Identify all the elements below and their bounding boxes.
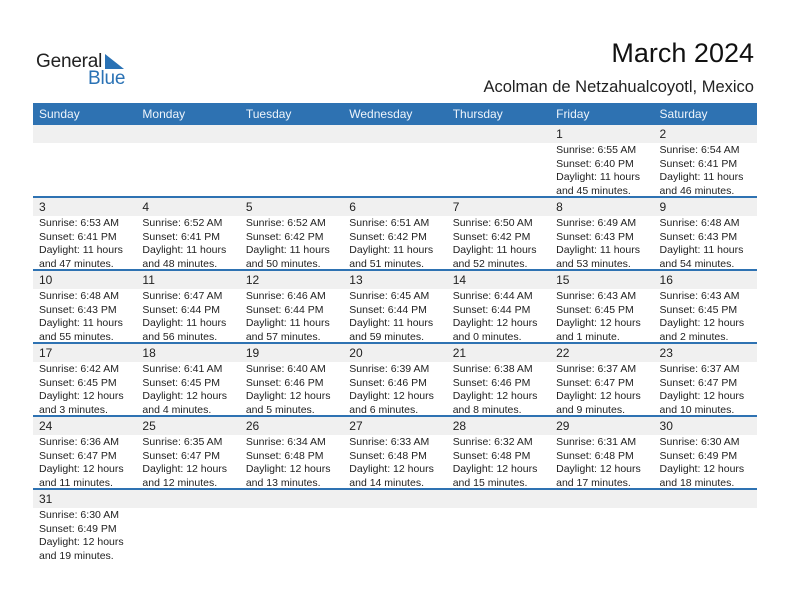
week-row — [33, 125, 757, 198]
daylight-minutes-text: and 52 minutes. — [452, 257, 528, 270]
sunset-text: Sunset: 6:47 PM — [142, 449, 221, 462]
day-info — [447, 362, 550, 417]
daylight-hours-text: Daylight: 11 hours — [659, 244, 744, 256]
sunset-text: Sunset: 6:48 PM — [556, 449, 634, 462]
day-info — [654, 216, 757, 271]
daylight-hours-text: Daylight: 12 hours — [245, 390, 331, 402]
daylight-minutes-text: and 17 minutes. — [556, 476, 631, 489]
daylight-minutes-text: and 56 minutes. — [142, 330, 218, 343]
sunset-text: Sunset: 6:46 PM — [452, 376, 531, 389]
sunset-text: Sunset: 6:45 PM — [142, 376, 221, 389]
location-subtitle: Acolman de Netzahualcoyotl, Mexico — [483, 78, 754, 96]
sunrise-text: Sunrise: 6:34 AM — [245, 436, 326, 448]
sunrise-text: Sunrise: 6:40 AM — [245, 363, 326, 375]
sunset-text: Sunset: 6:45 PM — [39, 376, 117, 389]
day-cell — [654, 198, 757, 269]
day-cell — [343, 417, 446, 488]
day-number: 12 — [240, 271, 343, 289]
daylight-hours-text: Daylight: 11 hours — [556, 171, 640, 183]
day-cell — [136, 198, 239, 269]
empty-day-cell — [343, 490, 446, 563]
sunrise-text: Sunrise: 6:45 AM — [349, 290, 430, 302]
sunset-text: Sunset: 6:47 PM — [39, 449, 117, 462]
sunset-text: Sunset: 6:45 PM — [556, 303, 634, 316]
sunrise-text: Sunrise: 6:55 AM — [556, 144, 637, 156]
daylight-minutes-text: and 0 minutes. — [452, 330, 522, 343]
sunset-text: Sunset: 6:43 PM — [556, 230, 634, 243]
day-cell — [550, 417, 653, 488]
daylight-minutes-text: and 53 minutes. — [556, 257, 631, 270]
day-cell — [654, 344, 757, 415]
day-info — [447, 216, 550, 271]
day-number — [240, 125, 343, 143]
day-cell — [343, 271, 446, 342]
sunrise-text: Sunrise: 6:41 AM — [142, 363, 223, 375]
day-info — [550, 362, 653, 417]
daylight-hours-text: Daylight: 11 hours — [142, 317, 227, 329]
weekday-thursday: Thursday — [452, 107, 503, 121]
sunrise-text: Sunrise: 6:37 AM — [659, 363, 740, 375]
daylight-hours-text: Daylight: 12 hours — [556, 463, 641, 475]
sunrise-text: Sunrise: 6:39 AM — [349, 363, 430, 375]
sunrise-text: Sunrise: 6:36 AM — [39, 436, 119, 448]
daylight-hours-text: Daylight: 11 hours — [556, 244, 640, 256]
sunrise-text: Sunrise: 6:33 AM — [349, 436, 430, 448]
daylight-hours-text: Daylight: 11 hours — [245, 244, 330, 256]
sunrise-text: Sunrise: 6:52 AM — [142, 217, 223, 229]
sunset-text: Sunset: 6:45 PM — [659, 303, 738, 316]
day-number — [550, 490, 653, 508]
daylight-hours-text: Daylight: 11 hours — [349, 244, 434, 256]
daylight-minutes-text: and 11 minutes. — [39, 476, 113, 489]
day-info — [550, 216, 653, 271]
daylight-minutes-text: and 55 minutes. — [39, 330, 114, 343]
daylight-minutes-text: and 13 minutes. — [245, 476, 321, 489]
day-number: 21 — [447, 344, 550, 362]
sunrise-text: Sunrise: 6:50 AM — [452, 217, 533, 229]
sunset-text: Sunset: 6:43 PM — [39, 303, 117, 316]
day-info — [240, 216, 343, 271]
daylight-hours-text: Daylight: 12 hours — [556, 390, 641, 402]
empty-day-cell — [447, 125, 550, 196]
day-cell — [33, 271, 136, 342]
day-cell — [240, 417, 343, 488]
day-cell — [136, 417, 239, 488]
day-info — [550, 435, 653, 490]
day-number — [343, 490, 446, 508]
daylight-hours-text: Daylight: 12 hours — [556, 317, 641, 329]
weekday-monday: Monday — [142, 107, 186, 121]
day-number: 27 — [343, 417, 446, 435]
day-info — [447, 435, 550, 490]
sunset-text: Sunset: 6:47 PM — [556, 376, 634, 389]
daylight-hours-text: Daylight: 11 hours — [659, 171, 744, 183]
day-info — [654, 289, 757, 344]
sunset-text: Sunset: 6:48 PM — [349, 449, 427, 462]
day-info — [33, 362, 136, 417]
day-cell — [447, 198, 550, 269]
sunrise-text: Sunrise: 6:43 AM — [556, 290, 637, 302]
day-number: 24 — [33, 417, 136, 435]
daylight-hours-text: Daylight: 11 hours — [39, 317, 123, 329]
day-info — [240, 362, 343, 417]
daylight-hours-text: Daylight: 11 hours — [142, 244, 227, 256]
sunset-text: Sunset: 6:41 PM — [659, 157, 738, 170]
daylight-minutes-text: and 18 minutes. — [659, 476, 735, 489]
day-cell — [343, 198, 446, 269]
day-number: 7 — [447, 198, 550, 216]
daylight-minutes-text: and 8 minutes. — [452, 403, 522, 416]
day-cell — [447, 344, 550, 415]
day-number: 29 — [550, 417, 653, 435]
sunset-text: Sunset: 6:46 PM — [349, 376, 427, 389]
week-row — [33, 417, 757, 490]
day-number: 28 — [447, 417, 550, 435]
day-number: 15 — [550, 271, 653, 289]
daylight-minutes-text: and 6 minutes. — [349, 403, 419, 416]
day-cell — [447, 271, 550, 342]
empty-day-cell — [136, 490, 239, 563]
day-info — [343, 289, 446, 344]
sunrise-text: Sunrise: 6:54 AM — [659, 144, 740, 156]
day-number: 1 — [550, 125, 653, 143]
weekday-wednesday: Wednesday — [349, 107, 413, 121]
day-cell — [343, 344, 446, 415]
day-info — [136, 289, 239, 344]
sunset-text: Sunset: 6:42 PM — [245, 230, 324, 243]
sunset-text: Sunset: 6:42 PM — [452, 230, 531, 243]
day-number: 19 — [240, 344, 343, 362]
week-row — [33, 344, 757, 417]
day-cell — [654, 125, 757, 196]
day-info — [550, 143, 653, 198]
day-cell — [550, 198, 653, 269]
daylight-hours-text: Daylight: 12 hours — [659, 390, 745, 402]
daylight-hours-text: Daylight: 12 hours — [39, 390, 124, 402]
empty-day-cell — [654, 490, 757, 563]
empty-day-cell — [240, 490, 343, 563]
sunset-text: Sunset: 6:44 PM — [349, 303, 427, 316]
day-info — [343, 216, 446, 271]
day-number: 25 — [136, 417, 239, 435]
day-number — [136, 490, 239, 508]
day-number — [136, 125, 239, 143]
empty-day-cell — [343, 125, 446, 196]
sunrise-text: Sunrise: 6:38 AM — [452, 363, 533, 375]
daylight-hours-text: Daylight: 12 hours — [659, 317, 745, 329]
daylight-minutes-text: and 4 minutes. — [142, 403, 212, 416]
sunrise-text: Sunrise: 6:47 AM — [142, 290, 223, 302]
day-info — [33, 289, 136, 344]
day-cell — [136, 271, 239, 342]
empty-day-cell — [240, 125, 343, 196]
day-number: 16 — [654, 271, 757, 289]
daylight-hours-text: Daylight: 11 hours — [39, 244, 123, 256]
sunrise-text: Sunrise: 6:51 AM — [349, 217, 430, 229]
day-number — [447, 125, 550, 143]
day-cell — [447, 417, 550, 488]
day-number: 14 — [447, 271, 550, 289]
day-info — [136, 435, 239, 490]
daylight-minutes-text: and 54 minutes. — [659, 257, 735, 270]
sunrise-text: Sunrise: 6:30 AM — [659, 436, 740, 448]
logo-text-general: General — [36, 51, 103, 72]
sunrise-text: Sunrise: 6:52 AM — [245, 217, 326, 229]
day-number: 31 — [33, 490, 136, 508]
day-number: 9 — [654, 198, 757, 216]
daylight-minutes-text: and 50 minutes. — [245, 257, 321, 270]
sunset-text: Sunset: 6:44 PM — [142, 303, 221, 316]
weekday-sunday: Sunday — [39, 107, 80, 121]
day-number — [33, 125, 136, 143]
daylight-hours-text: Daylight: 12 hours — [349, 390, 434, 402]
day-cell — [33, 198, 136, 269]
logo — [36, 51, 136, 91]
day-number: 10 — [33, 271, 136, 289]
day-number: 22 — [550, 344, 653, 362]
sunrise-text: Sunrise: 6:32 AM — [452, 436, 533, 448]
day-number: 11 — [136, 271, 239, 289]
empty-day-cell — [550, 490, 653, 563]
logo-text-blue: Blue — [88, 68, 126, 89]
week-row — [33, 271, 757, 344]
day-cell — [136, 344, 239, 415]
sunrise-text: Sunrise: 6:46 AM — [245, 290, 326, 302]
day-cell — [654, 271, 757, 342]
daylight-minutes-text: and 5 minutes. — [245, 403, 315, 416]
day-number — [447, 490, 550, 508]
daylight-hours-text: Daylight: 12 hours — [452, 463, 538, 475]
daylight-minutes-text: and 46 minutes. — [659, 184, 735, 197]
day-info — [343, 435, 446, 490]
page-title: March 2024 — [611, 38, 754, 68]
daylight-hours-text: Daylight: 11 hours — [245, 317, 330, 329]
day-cell — [240, 344, 343, 415]
day-info — [654, 143, 757, 198]
daylight-hours-text: Daylight: 12 hours — [245, 463, 331, 475]
logo-triangle-icon — [105, 54, 124, 69]
sunset-text: Sunset: 6:41 PM — [39, 230, 117, 243]
day-number: 4 — [136, 198, 239, 216]
day-number: 17 — [33, 344, 136, 362]
day-number: 2 — [654, 125, 757, 143]
daylight-minutes-text: and 9 minutes. — [556, 403, 625, 416]
weekday-tuesday: Tuesday — [245, 107, 292, 121]
day-number: 6 — [343, 198, 446, 216]
sunrise-text: Sunrise: 6:44 AM — [452, 290, 533, 302]
sunrise-text: Sunrise: 6:53 AM — [39, 217, 119, 229]
sunset-text: Sunset: 6:44 PM — [452, 303, 531, 316]
daylight-hours-text: Daylight: 12 hours — [452, 317, 538, 329]
day-number: 5 — [240, 198, 343, 216]
daylight-minutes-text: and 51 minutes. — [349, 257, 424, 270]
daylight-minutes-text: and 1 minute. — [556, 330, 620, 343]
day-cell — [240, 198, 343, 269]
sunrise-text: Sunrise: 6:37 AM — [556, 363, 637, 375]
empty-day-cell — [136, 125, 239, 196]
sunset-text: Sunset: 6:49 PM — [39, 522, 117, 535]
daylight-hours-text: Daylight: 11 hours — [349, 317, 434, 329]
sunrise-text: Sunrise: 6:30 AM — [39, 509, 119, 521]
sunrise-text: Sunrise: 6:43 AM — [659, 290, 740, 302]
day-cell — [33, 344, 136, 415]
calendar-grid — [33, 103, 757, 563]
day-info — [550, 289, 653, 344]
daylight-minutes-text: and 15 minutes. — [452, 476, 528, 489]
weekday-friday: Friday — [556, 107, 590, 121]
sunrise-text: Sunrise: 6:48 AM — [659, 217, 740, 229]
day-info — [447, 289, 550, 344]
sunset-text: Sunset: 6:40 PM — [556, 157, 634, 170]
daylight-hours-text: Daylight: 12 hours — [142, 463, 228, 475]
sunset-text: Sunset: 6:41 PM — [142, 230, 221, 243]
day-info — [343, 362, 446, 417]
day-number: 8 — [550, 198, 653, 216]
daylight-minutes-text: and 2 minutes. — [659, 330, 729, 343]
sunset-text: Sunset: 6:47 PM — [659, 376, 738, 389]
sunrise-text: Sunrise: 6:31 AM — [556, 436, 637, 448]
sunset-text: Sunset: 6:49 PM — [659, 449, 738, 462]
daylight-minutes-text: and 3 minutes. — [39, 403, 108, 416]
daylight-hours-text: Daylight: 12 hours — [142, 390, 228, 402]
sunrise-text: Sunrise: 6:35 AM — [142, 436, 223, 448]
day-number: 20 — [343, 344, 446, 362]
weekday-header-row — [33, 103, 757, 125]
day-cell — [550, 344, 653, 415]
daylight-minutes-text: and 19 minutes. — [39, 549, 114, 562]
daylight-minutes-text: and 48 minutes. — [142, 257, 218, 270]
sunset-text: Sunset: 6:44 PM — [245, 303, 324, 316]
daylight-minutes-text: and 59 minutes. — [349, 330, 424, 343]
sunset-text: Sunset: 6:46 PM — [245, 376, 324, 389]
sunrise-text: Sunrise: 6:42 AM — [39, 363, 119, 375]
sunset-text: Sunset: 6:43 PM — [659, 230, 738, 243]
sunrise-text: Sunrise: 6:49 AM — [556, 217, 637, 229]
sunrise-text: Sunrise: 6:48 AM — [39, 290, 119, 302]
day-info — [136, 362, 239, 417]
day-cell — [33, 490, 136, 563]
day-cell — [240, 271, 343, 342]
week-row — [33, 490, 757, 563]
day-cell — [550, 271, 653, 342]
daylight-minutes-text: and 10 minutes. — [659, 403, 735, 416]
daylight-minutes-text: and 14 minutes. — [349, 476, 424, 489]
day-info — [33, 435, 136, 490]
day-info — [240, 289, 343, 344]
day-number: 18 — [136, 344, 239, 362]
week-row — [33, 198, 757, 271]
day-number: 26 — [240, 417, 343, 435]
day-number: 23 — [654, 344, 757, 362]
daylight-hours-text: Daylight: 12 hours — [659, 463, 745, 475]
sunset-text: Sunset: 6:48 PM — [245, 449, 324, 462]
daylight-minutes-text: and 45 minutes. — [556, 184, 631, 197]
day-info — [240, 435, 343, 490]
daylight-minutes-text: and 57 minutes. — [245, 330, 321, 343]
empty-day-cell — [33, 125, 136, 196]
day-number: 13 — [343, 271, 446, 289]
daylight-hours-text: Daylight: 11 hours — [452, 244, 537, 256]
daylight-hours-text: Daylight: 12 hours — [349, 463, 434, 475]
day-number — [343, 125, 446, 143]
weeks-container — [33, 125, 757, 563]
sunset-text: Sunset: 6:42 PM — [349, 230, 427, 243]
daylight-hours-text: Daylight: 12 hours — [452, 390, 538, 402]
day-cell — [33, 417, 136, 488]
weekday-saturday: Saturday — [659, 107, 708, 121]
day-number — [240, 490, 343, 508]
daylight-hours-text: Daylight: 12 hours — [39, 463, 124, 475]
day-cell — [654, 417, 757, 488]
day-info — [33, 508, 136, 563]
empty-day-cell — [447, 490, 550, 563]
day-cell — [550, 125, 653, 196]
day-number: 30 — [654, 417, 757, 435]
day-number: 3 — [33, 198, 136, 216]
daylight-minutes-text: and 47 minutes. — [39, 257, 114, 270]
day-info — [33, 216, 136, 271]
day-info — [654, 435, 757, 490]
daylight-minutes-text: and 12 minutes. — [142, 476, 218, 489]
day-info — [654, 362, 757, 417]
day-number — [654, 490, 757, 508]
daylight-hours-text: Daylight: 12 hours — [39, 536, 124, 548]
day-info — [136, 216, 239, 271]
sunset-text: Sunset: 6:48 PM — [452, 449, 531, 462]
